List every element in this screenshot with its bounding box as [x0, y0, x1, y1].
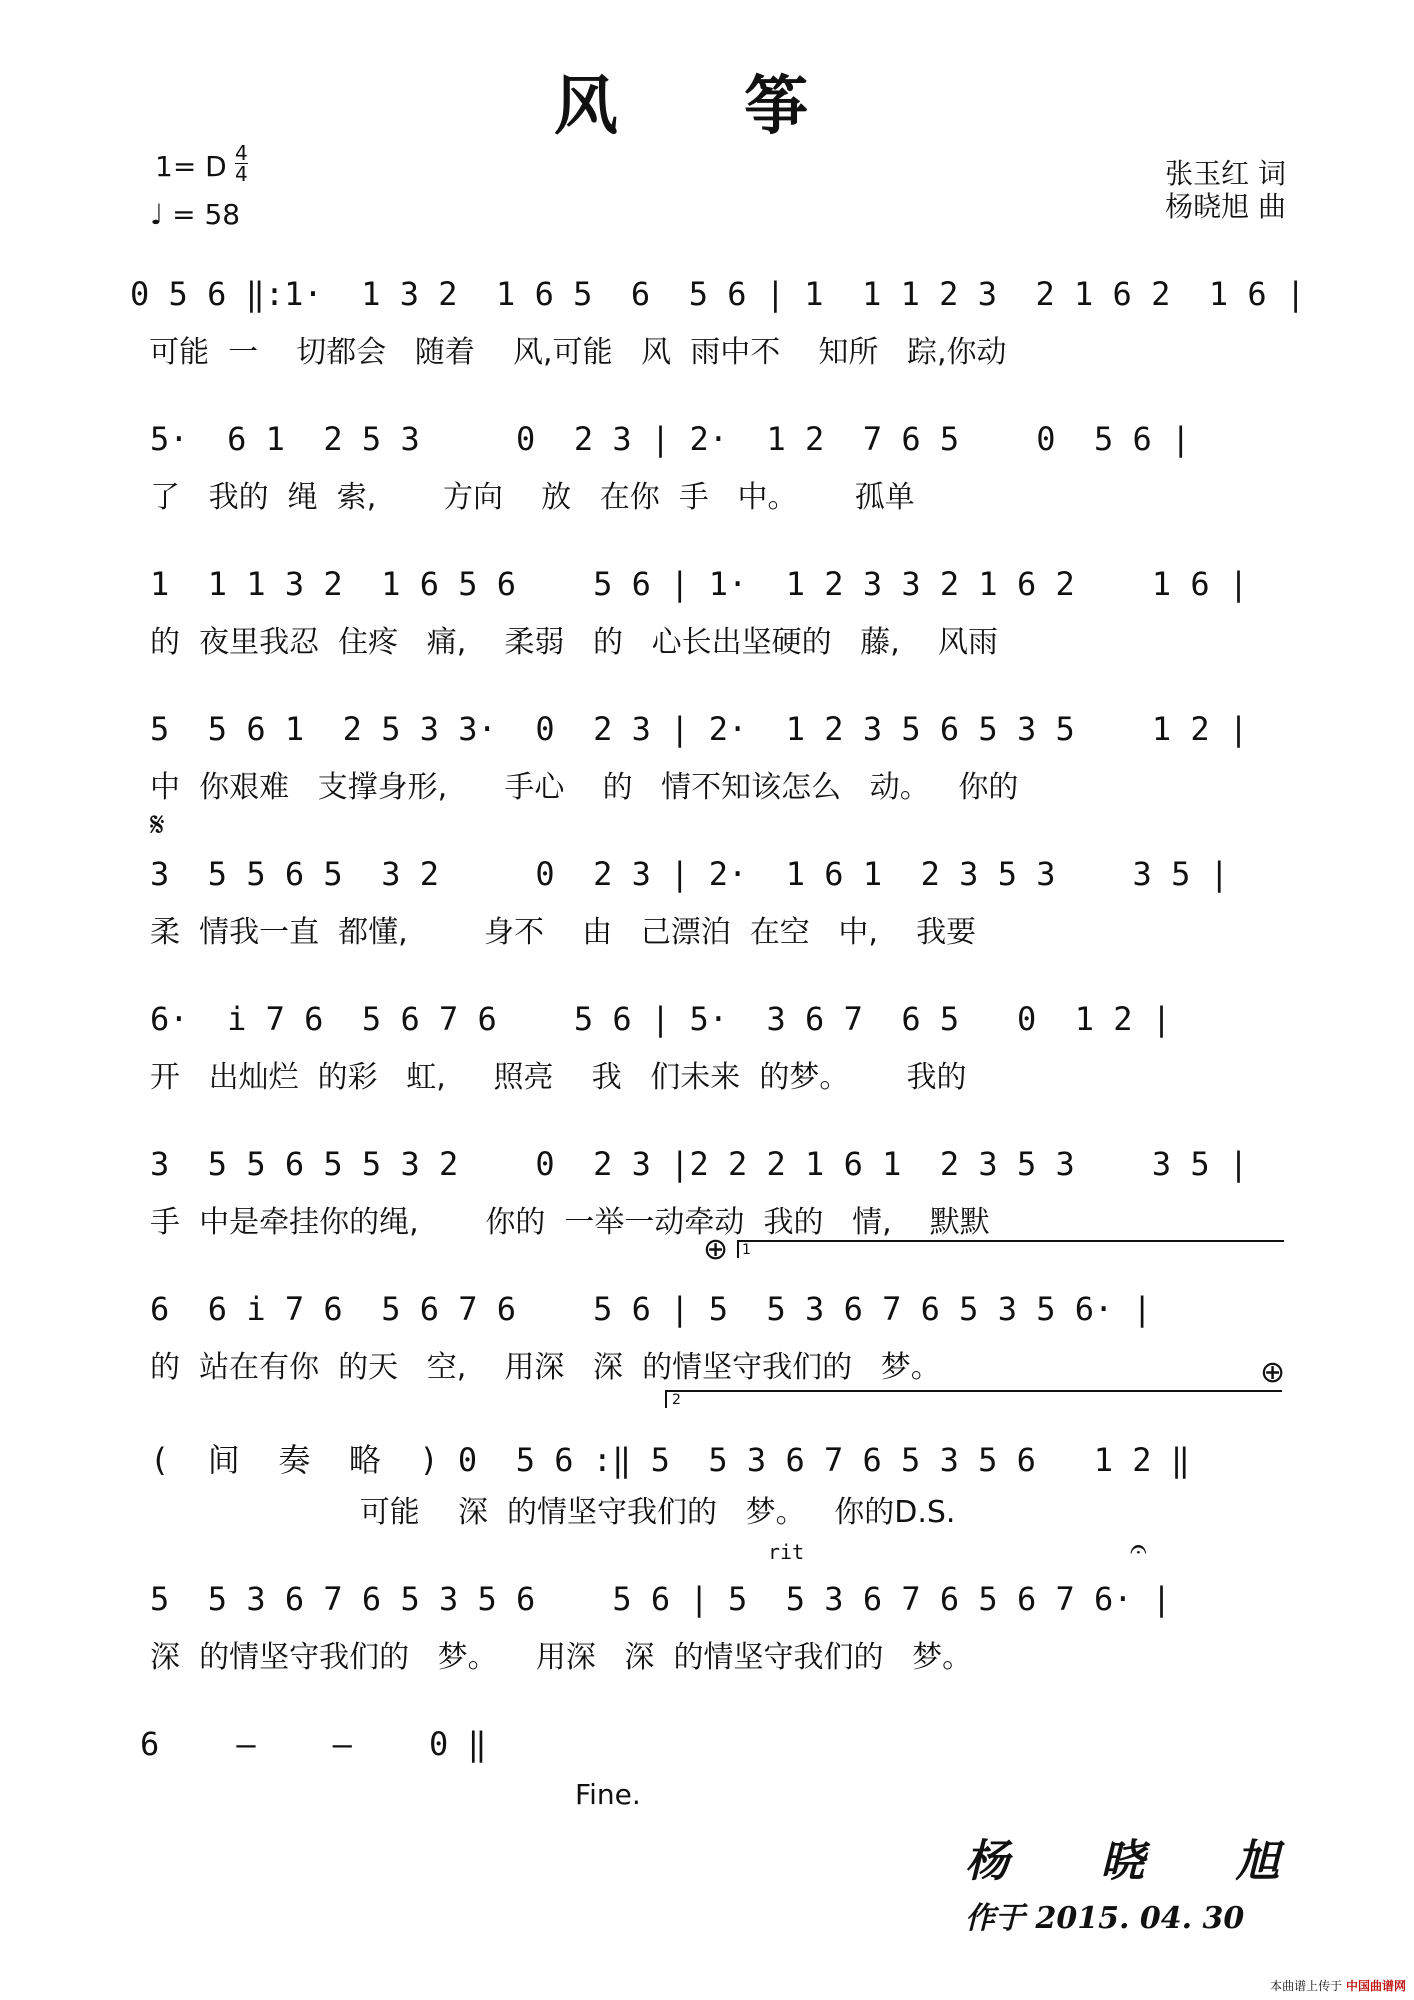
notation-line: 6 — — 0 ‖	[140, 1725, 487, 1763]
notation-line: 1 1 1 3 2 1 6 5 6 5 6 | 1· 1 2 3 3 2 1 6 2 1 6 |	[150, 565, 1249, 603]
notation-line: ( 间 奏 略 ) 0 5 6 :‖ 5 5 3 6 7 6 5 3 5 6 1 2 ‖	[150, 1441, 1191, 1479]
score-line	[0, 1000, 1414, 1120]
score-line	[0, 710, 1414, 830]
footer-watermark	[1270, 1977, 1406, 1994]
volta-2-label: 2	[672, 1392, 681, 1408]
lyric-line: 可能 深 的情坚守我们的 梦。 你的D.S.	[150, 1495, 956, 1530]
notation-line: 5 5 3 6 7 6 5 3 5 6 5 6 | 5 5 3 6 7 6 5 6 7 6· |	[150, 1580, 1172, 1618]
coda-mark-1: ⊕	[703, 1232, 729, 1267]
lyric-line: 手 中是牵挂你的绳, 你的 一举一动牵动 我的 情, 默默	[150, 1205, 990, 1240]
rit-marking: rit	[768, 1540, 805, 1564]
notation-line: 3 5 5 6 5 5 3 2 0 2 3 |2 2 2 1 6 1 2 3 5 3 3 5 |	[150, 1145, 1249, 1183]
fine-marking: Fine.	[575, 1778, 641, 1811]
footer-text: 本曲谱上传于	[1270, 1979, 1343, 1993]
score-line	[0, 565, 1414, 685]
score-line	[0, 420, 1414, 540]
footer-site: 中国曲谱网	[1345, 1979, 1406, 1993]
notation-line: 0 5 6 ‖:1· 1 3 2 1 6 5 6 5 6 | 1 1 1 2 3 2 1 6 2 1 6 |	[130, 275, 1306, 313]
lyric-line: 开 出灿烂 的彩 虹, 照亮 我 们未来 的梦。 我的	[150, 1060, 967, 1095]
lyric-line: 柔 情我一直 都懂, 身不 由 己漂泊 在空 中, 我要	[150, 915, 977, 950]
key-signature: 1= D	[155, 150, 227, 183]
composer-credit: 杨晓旭 曲	[1165, 190, 1286, 223]
time-signature-top: 4	[235, 141, 248, 165]
volta-bracket-2	[665, 1390, 1282, 1408]
volta-bracket-1	[737, 1240, 1284, 1258]
lyric-line: 的 站在有你 的天 空, 用深 深 的情坚守我们的 梦。	[150, 1350, 941, 1385]
lyric-line: 的 夜里我忍 住疼 痛, 柔弱 的 心长出坚硬的 藤, 风雨	[150, 625, 998, 660]
segno-mark: 𝄋	[150, 805, 165, 845]
notation-line: 3 5 5 6 5 3 2 0 2 3 | 2· 1 6 1 2 3 5 3 3 5 |	[150, 855, 1229, 893]
time-signature-bottom: 4	[235, 162, 248, 186]
notation-line: 5 5 6 1 2 5 3 3· 0 2 3 | 2· 1 2 3 5 6 5 3 5 1 2 |	[150, 710, 1249, 748]
song-title: 风 筝	[553, 70, 861, 144]
score-line	[0, 855, 1414, 975]
time-signature	[235, 143, 248, 184]
score-line	[0, 275, 1414, 395]
lyricist-credit: 张玉红 词	[1165, 157, 1286, 190]
lyric-line: 中 你艰难 支撑身形, 手心 的 情不知该怎么 动。 你的	[150, 770, 1019, 805]
notation-line: 5· 6 1 2 5 3 0 2 3 | 2· 1 2 7 6 5 0 5 6 |	[150, 420, 1191, 458]
lyric-line: 深 的情坚守我们的 梦。 用深 深 的情坚守我们的 梦。	[150, 1640, 973, 1675]
lyric-line: 可能 一 切都会 随着 风,可能 风 雨中不 知所 踪,你动	[130, 335, 1007, 370]
fermata-mark: 𝄐	[1130, 1532, 1147, 1567]
coda-mark-2: ⊕	[1260, 1355, 1286, 1390]
notation-line: 6 6 i 7 6 5 6 7 6 5 6 | 5 5 3 6 7 6 5 3 5 6· |	[150, 1290, 1152, 1328]
score-line	[0, 1435, 1414, 1555]
composition-date: 作于 2015. 04. 30	[965, 1901, 1245, 1936]
volta-1-label: 1	[742, 1242, 751, 1258]
score-line	[0, 1580, 1414, 1700]
composer-signature: 杨 晓 旭	[965, 1836, 1318, 1887]
tempo-marking: ♩ = 58	[150, 198, 241, 231]
notation-line: 6· i 7 6 5 6 7 6 5 6 | 5· 3 6 7 6 5 0 1 2 |	[150, 1000, 1172, 1038]
lyric-line: 了 我的 绳 索, 方向 放 在你 手 中。 孤单	[150, 480, 915, 515]
